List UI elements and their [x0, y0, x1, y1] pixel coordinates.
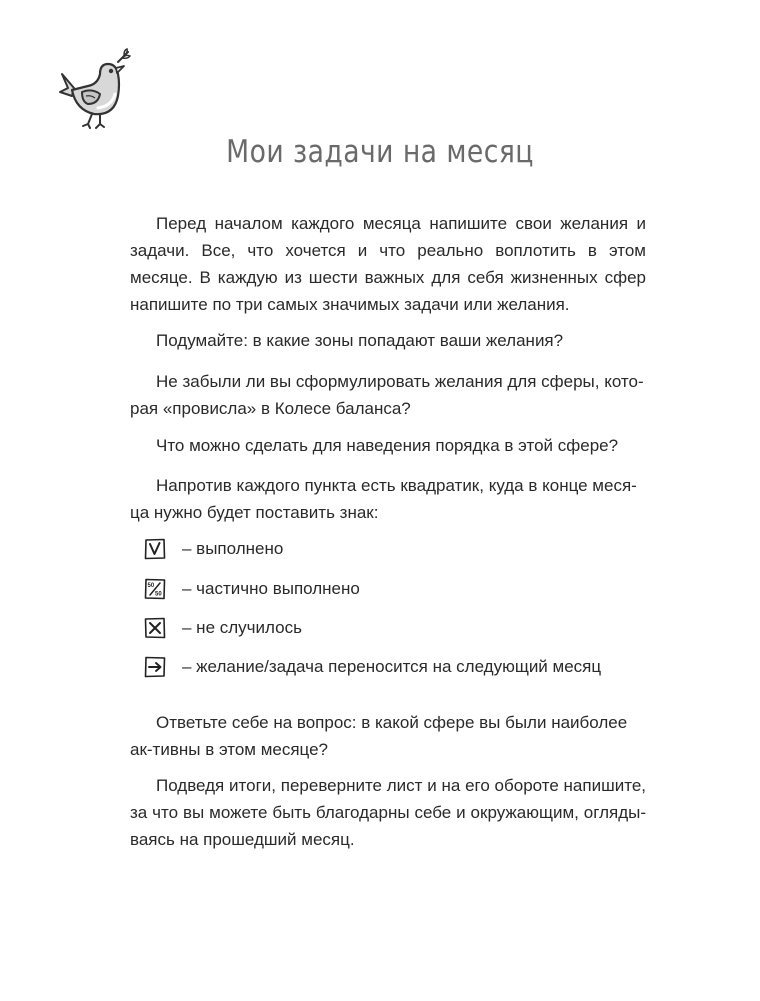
summary-paragraph-block: [130, 772, 646, 853]
fraction-box-icon: [144, 578, 166, 600]
paragraph-activity-question: Ответьте себе на вопрос: в какой сфере вы были наиболее ак-тивны в этом месяце?: [130, 713, 628, 759]
checkmark-box-icon: [144, 538, 166, 560]
legend-label-done: – выполнено: [182, 539, 284, 558]
legend-label-moved: – желание/задача переносится на следующий месяц: [182, 657, 602, 676]
legend-label-failed: – не случилось: [182, 618, 302, 637]
balance-paragraph-block: [130, 368, 646, 422]
marks-paragraph-block: [130, 472, 646, 526]
svg-text:50: 50: [147, 583, 155, 589]
arrow-box-icon: [144, 656, 166, 678]
paragraph-marks-intro: Напротив каждого пункта есть квадратик, куда в конце меся-ца нужно будет поставить знак:: [130, 476, 637, 522]
activity-paragraph-block: [130, 709, 646, 763]
question-paragraph-block: [130, 327, 646, 354]
page-title: Мои задачи на месяц: [226, 134, 534, 170]
paragraph-zones-question: Подумайте: в какие зоны попадают ваши желания?: [156, 331, 564, 350]
paragraph-intro: Перед началом каждого месяца напишите свои желания и задачи. Все, что хочется и что реально воплотить в этом месяце. В каждую из шести важных для себя жизненных сфер напишите по три самых значимых задачи или желания.: [130, 214, 646, 314]
paragraph-balance-question: Не забыли ли вы сформулировать желания для сферы, кото-рая «провисла» в Колесе баланса?: [130, 372, 644, 418]
order-paragraph-block: [130, 432, 646, 459]
paragraph-order-question: Что можно сделать для наведения порядка в этой сфере?: [156, 436, 619, 455]
bird-illustration: [58, 48, 136, 132]
paragraph-summary: Подведя итоги, переверните лист и на его обороте напишите, за что вы можете быть благодарны себе и окружающим, огляды-ваясь на прошедший месяц.: [130, 776, 646, 849]
intro-paragraph-block: [130, 210, 646, 318]
cross-box-icon: [144, 617, 166, 639]
legend-label-partial: – частично выполнено: [182, 579, 360, 598]
svg-text:50: 50: [155, 591, 162, 598]
